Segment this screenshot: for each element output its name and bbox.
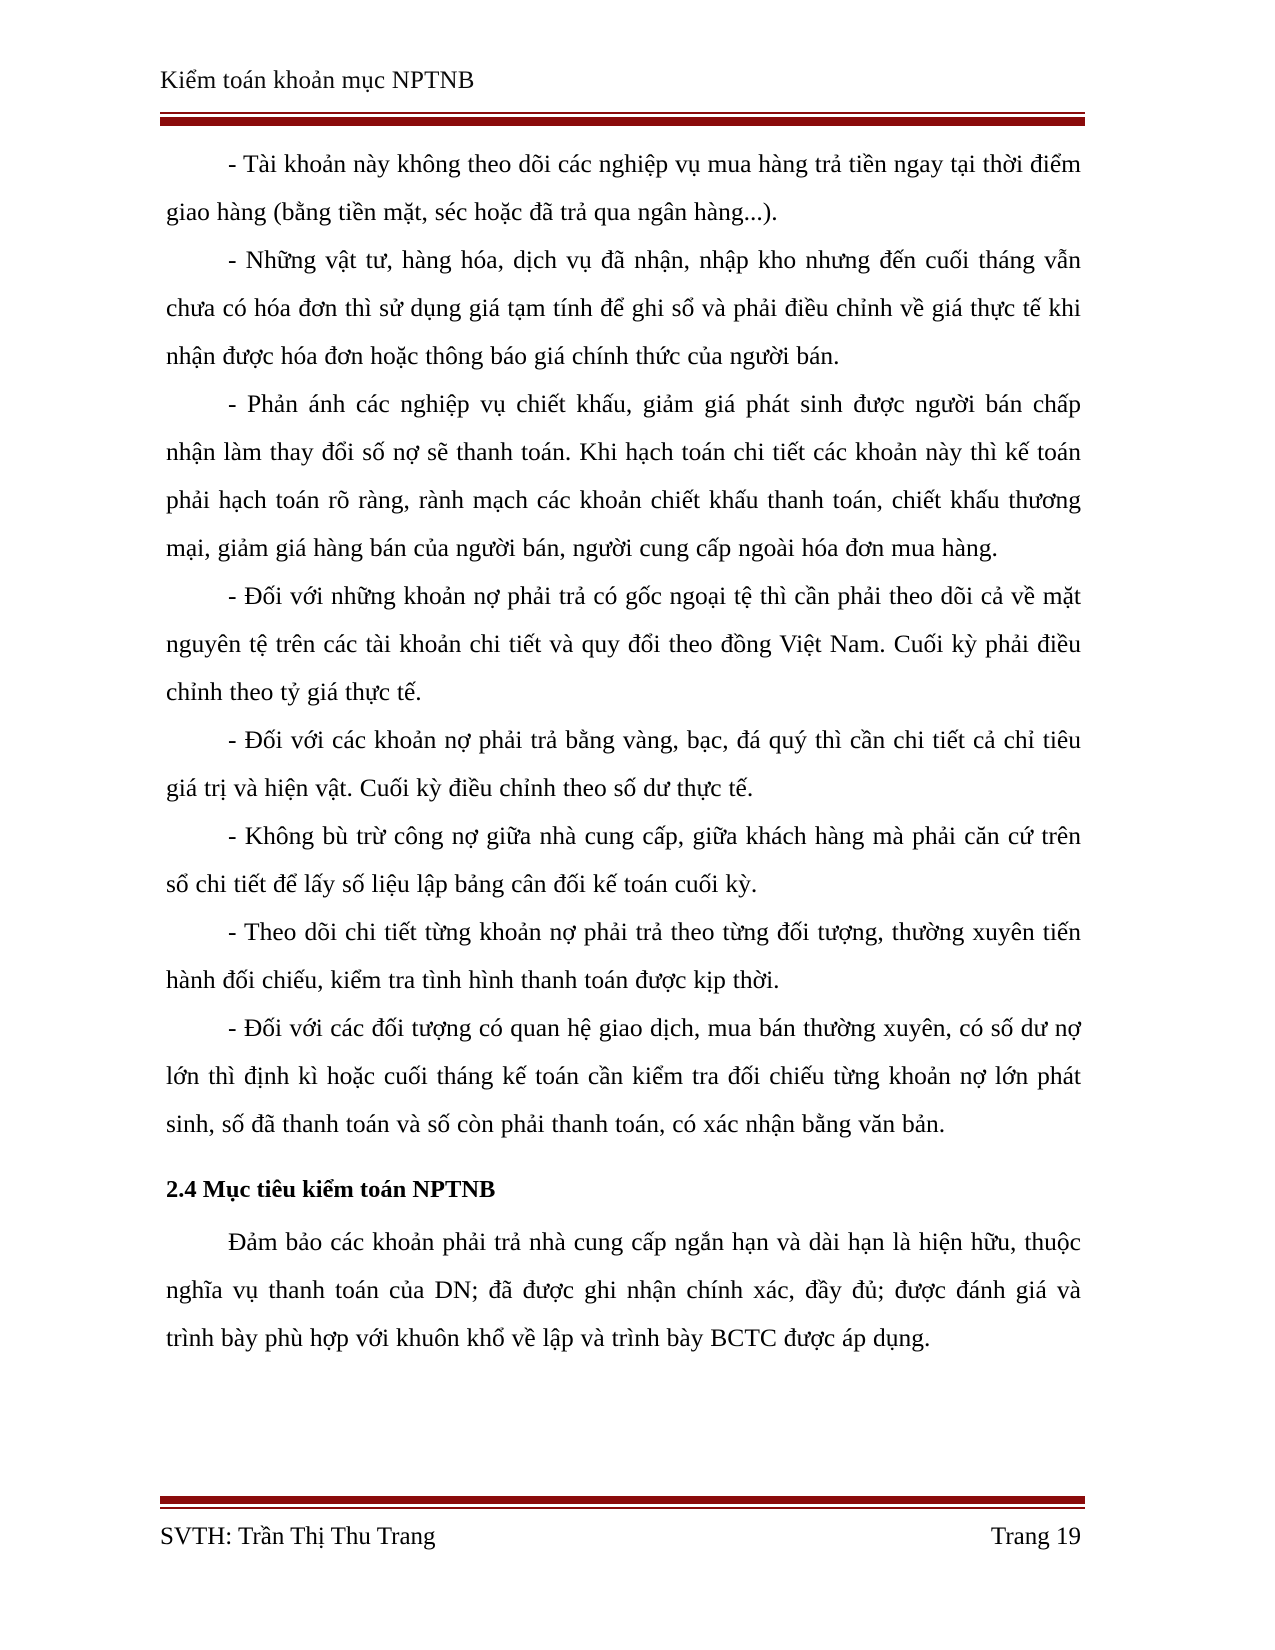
footer-row bbox=[160, 1523, 1085, 1551]
header-title: Kiểm toán khoản mục NPTNB bbox=[160, 67, 475, 94]
section-paragraph: Đảm bảo các khoản phải trả nhà cung cấp ngắn hạn và dài hạn là hiện hữu, thuộc nghĩa vụ thanh toán của DN; đã được ghi nhận chính xác, đầy đủ; được đánh giá và trình bày phù hợp với khuôn khổ về lập và trình bày BCTC được áp dụng. bbox=[166, 1227, 1081, 1352]
footer-rule-thin bbox=[160, 1507, 1085, 1509]
footer-rule bbox=[160, 1496, 1085, 1509]
body-paragraph: - Tài khoản này không theo dõi các nghiệp vụ mua hàng trả tiền ngay tại thời điểm giao hàng (bằng tiền mặt, séc hoặc đã trả qua ngân hàng...). bbox=[166, 149, 1081, 226]
page-header bbox=[160, 66, 1085, 126]
body-paragraph: - Phản ánh các nghiệp vụ chiết khấu, giảm giá phát sinh được người bán chấp nhận làm thay đổi số nợ sẽ thanh toán. Khi hạch toán chi tiết các khoản này thì kế toán phải hạch toán rõ ràng, rành mạch các khoản chiết khấu thanh toán, chiết khấu thương mại, giảm giá hàng bán của người bán, người cung cấp ngoài hóa đơn mua hàng. bbox=[166, 389, 1081, 562]
body-paragraph: - Đối với các khoản nợ phải trả bằng vàng, bạc, đá quý thì cần chi tiết cả chỉ tiêu giá trị và hiện vật. Cuối kỳ điều chỉnh theo số dư thực tế. bbox=[166, 725, 1081, 802]
body-text-column bbox=[166, 140, 1081, 1362]
body-paragraph: - Những vật tư, hàng hóa, dịch vụ đã nhận, nhập kho nhưng đến cuối tháng vẫn chưa có hóa đơn thì sử dụng giá tạm tính để ghi sổ và phải điều chỉnh về giá thực tế khi nhận được hóa đơn hoặc thông báo giá chính thức của người bán. bbox=[166, 245, 1081, 370]
body-paragraph: - Đối với những khoản nợ phải trả có gốc ngoại tệ thì cần phải theo dõi cả về mặt nguyên tệ trên các tài khoản chi tiết và quy đổi theo đồng Việt Nam. Cuối kỳ phải điều chỉnh theo tỷ giá thực tế. bbox=[166, 581, 1081, 706]
body-paragraph: - Không bù trừ công nợ giữa nhà cung cấp, giữa khách hàng mà phải căn cứ trên sổ chi tiết để lấy số liệu lập bảng cân đối kế toán cuối kỳ. bbox=[166, 821, 1081, 898]
footer-page-number: Trang 19 bbox=[990, 1523, 1081, 1550]
body-paragraph: - Đối với các đối tượng có quan hệ giao dịch, mua bán thường xuyên, có số dư nợ lớn thì định kì hoặc cuối tháng kế toán cần kiểm tra đối chiếu từng khoản nợ lớn phát sinh, số đã thanh toán và số còn phải thanh toán, có xác nhận bằng văn bản. bbox=[166, 1013, 1081, 1138]
page-footer bbox=[160, 1496, 1085, 1551]
footer-rule-thick bbox=[160, 1496, 1085, 1504]
header-rule-thick bbox=[160, 117, 1085, 126]
section-heading-2-4: 2.4 Mục tiêu kiểm toán NPTNB bbox=[166, 1176, 496, 1203]
header-rule bbox=[160, 112, 1085, 126]
footer-author: SVTH: Trần Thị Thu Trang bbox=[160, 1523, 436, 1550]
body-paragraph: - Theo dõi chi tiết từng khoản nợ phải trả theo từng đối tượng, thường xuyên tiến hành đối chiếu, kiểm tra tình hình thanh toán được kịp thời. bbox=[166, 917, 1081, 994]
